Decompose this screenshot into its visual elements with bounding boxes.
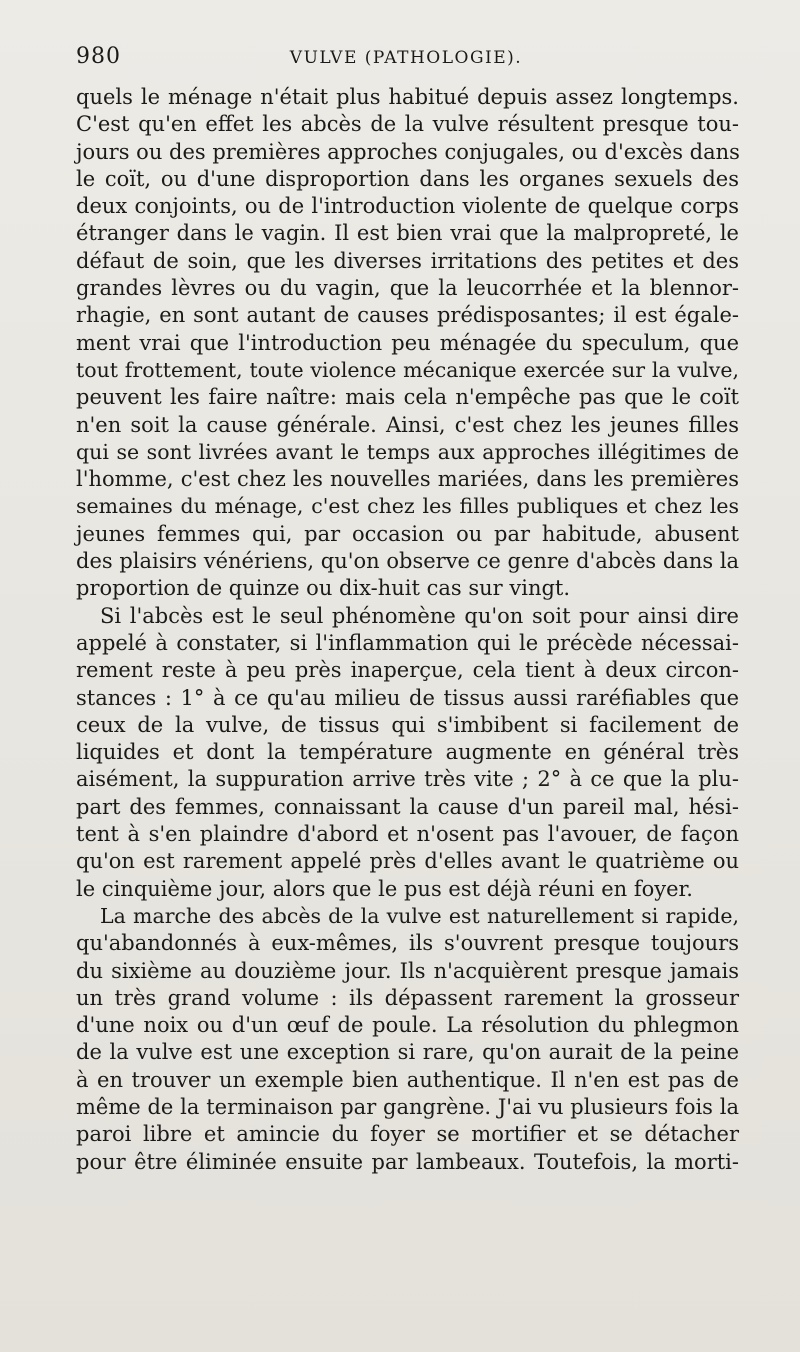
text-line: rhagie, en sont autant de causes prédisposantes; il est égale- (76, 303, 739, 328)
text-line: l'homme, c'est chez les nouvelles mariées, dans les premières (76, 467, 739, 492)
text-line: part des femmes, connaissant la cause d'un pareil mal, hési- (76, 794, 739, 819)
text-line: à en trouver un exemple bien authentique. Il n'en est pas de (76, 1067, 739, 1092)
text-line: grandes lèvres ou du vagin, que la leucorrhée et la blennor- (76, 276, 739, 301)
text-line: quels le ménage n'était plus habitué depuis assez longtemps. (76, 85, 739, 109)
text-line: défaut de soin, que les diverses irritations des petites et des (76, 248, 739, 273)
text-line: Si l'abcès est le seul phénomène qu'on soit pour ainsi dire (100, 603, 739, 628)
text-line: étranger dans le vagin. Il est bien vrai que la malpropreté, le (76, 221, 739, 246)
text-line: ceux de la vulve, de tissus qui s'imbibent si facilement de (76, 712, 739, 737)
text-line: La marche des abcès de la vulve est naturellement si rapide, (100, 903, 739, 928)
paragraph-2 (76, 603, 739, 903)
text-line: du sixième au douzième jour. Ils n'acquièrent presque jamais (76, 958, 739, 983)
text-line: tent à s'en plaindre d'abord et n'osent pas l'avouer, de façon (76, 822, 739, 847)
text-line: qui se sont livrées avant le temps aux approches illégitimes de (76, 439, 739, 464)
text-line: même de la terminaison par gangrène. J'ai vu plusieurs fois la (76, 1094, 739, 1119)
text-line: de la vulve est une exception si rare, qu'on aurait de la peine (76, 1040, 739, 1065)
text-line: C'est qu'en effet les abcès de la vulve résultent presque tou- (76, 112, 739, 137)
text-line: deux conjoints, ou de l'introduction violente de quelque corps (76, 194, 739, 219)
text-line: rement reste à peu près inaperçue, cela tient à deux circon- (76, 658, 739, 683)
paragraph-3 (76, 903, 739, 1176)
text-line: semaines du ménage, c'est chez les filles publiques et chez les (76, 494, 739, 519)
text-line: appelé à constater, si l'inflammation qui le précède nécessai- (76, 630, 739, 655)
text-line: proportion de quinze ou dix-huit cas sur vingt. (76, 576, 571, 601)
text-line: des plaisirs vénériens, qu'on observe ce genre d'abcès dans la (76, 549, 740, 574)
text-line: le cinquième jour, alors que le pus est déjà réuni en foyer. (76, 876, 693, 901)
text-line: jeunes femmes qui, par occasion ou par habitude, abusent (76, 521, 739, 546)
text-line: qu'abandonnés à eux-mêmes, ils s'ouvrent presque toujours (76, 931, 739, 956)
text-line: pour être éliminée ensuite par lambeaux. Toutefois, la morti- (76, 1149, 739, 1174)
text-line: n'en soit la cause générale. Ainsi, c'est chez les jeunes filles (76, 412, 739, 437)
text-line: liquides et dont la température augmente en général très (76, 740, 739, 765)
text-line: le coït, ou d'une disproportion dans les organes sexuels des (76, 166, 739, 191)
text-line: un très grand volume : ils dépassent rarement la grosseur (76, 985, 739, 1010)
text-line: stances : 1° à ce qu'au milieu de tissus aussi raréfiables que (76, 685, 739, 710)
page-number: 980 (76, 44, 121, 69)
text-line: aisément, la suppuration arrive très vite ; 2° à ce que la plu- (76, 767, 739, 792)
text-line: peuvent les faire naître: mais cela n'empêche pas que le coït (76, 385, 739, 410)
page-header (76, 44, 736, 74)
text-line: ment vrai que l'introduction peu ménagée du speculum, que (76, 330, 739, 355)
text-line: paroi libre et amincie du foyer se mortifier et se détacher (76, 1122, 739, 1147)
paragraph-1 (76, 84, 739, 603)
body-text (76, 84, 739, 1176)
text-line: tout frottement, toute violence mécanique exercée sur la vulve, (76, 357, 739, 382)
text-line: jours ou des premières approches conjugales, ou d'excès dans (76, 139, 740, 164)
running-title: VULVE (PATHOLOGIE). (289, 48, 523, 68)
text-line: d'une noix ou d'un œuf de poule. La résolution du phlegmon (76, 1013, 739, 1038)
text-line: qu'on est rarement appelé près d'elles avant le quatrième ou (76, 849, 739, 874)
